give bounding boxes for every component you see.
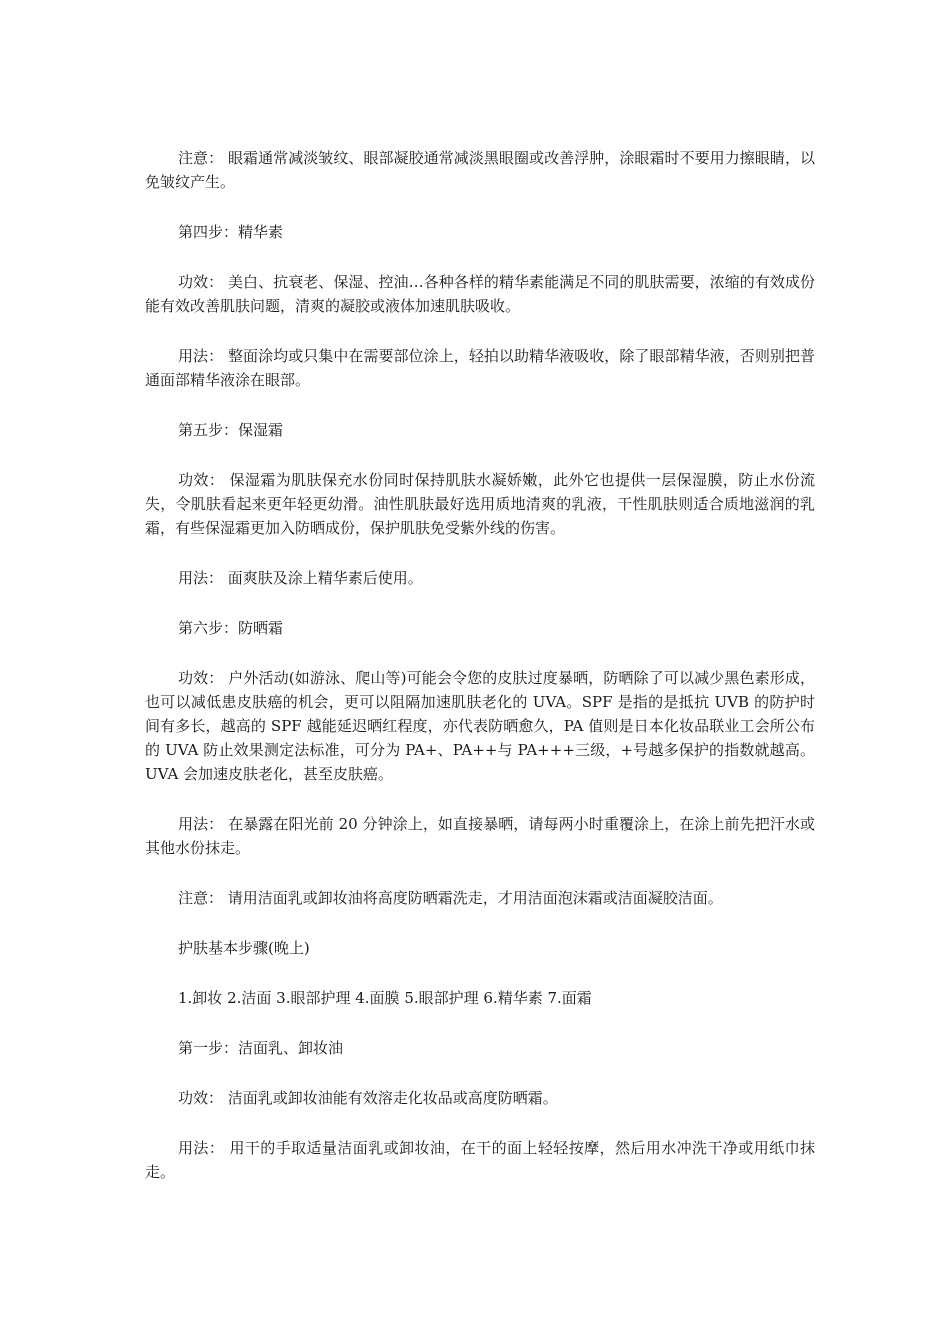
step-six-heading: 第六步：防晒霜 xyxy=(178,619,284,637)
step-one-heading: 第一步：洁面乳、卸妆油 xyxy=(178,1039,344,1057)
sunscreen-note: 注意： 请用洁面乳或卸妆油将高度防晒霜洗走，才用洁面泡沫霜或洁面凝胶洁面。 xyxy=(178,889,723,907)
evening-steps-list: 1.卸妆 2.洁面 3.眼部护理 4.面膜 5.眼部护理 6.精华素 7.面霜 xyxy=(178,989,592,1007)
step-five-heading: 第五步：保湿霜 xyxy=(178,421,284,439)
sunscreen-usage: 用法： 在暴露在阳光前 20 分钟涂上，如直接暴晒，请每两小时重覆涂上，在涂上前先把汗水或其他水份抹走。 xyxy=(145,815,815,857)
step-four-heading: 第四步：精华素 xyxy=(178,223,284,241)
essence-usage: 用法： 整面涂均或只集中在需要部位涂上，轻拍以助精华液吸收，除了眼部精华液，否则别把普通面部精华液涂在眼部。 xyxy=(145,347,815,389)
cleanser-effect: 功效： 洁面乳或卸妆油能有效溶走化妆品或高度防晒霜。 xyxy=(178,1089,558,1107)
essence-effect: 功效： 美白、抗衰老、保湿、控油…各种各样的精华素能满足不同的肌肤需要，浓缩的有效成份能有效改善肌肤问题，清爽的凝胶或液体加速肌肤吸收。 xyxy=(145,273,815,315)
sunscreen-effect: 功效： 户外活动(如游泳、爬山等)可能会令您的皮肤过度暴晒，防晒除了可以减少黑色素形成，也可以减低患皮肤癌的机会，更可以阻隔加速肌肤老化的 UVA。SPF 是指的是抵抗 UVB 的防护时间有多长，越高的 SPF 越能延迟晒红程度，亦代表防晒愈久，PA 值则是日本化妆品联业工会所公布的 UVA 防止效果测定法标准，可分为 PA+、PA++与 PA+++三级，+号越多保护的指数就越高。UVA 会加速皮肤老化，甚至皮肤癌。 xyxy=(145,669,815,783)
moisturizer-effect: 功效： 保湿霜为肌肤保充水份同时保持肌肤水凝娇嫩，此外它也提供一层保湿膜，防止水份流失，令肌肤看起来更年轻更幼滑。油性肌肤最好选用质地清爽的乳液，干性肌肤则适合质地滋润的乳霜，有些保湿霜更加入防晒成份，保护肌肤免受紫外线的伤害。 xyxy=(145,471,815,537)
document-body xyxy=(145,146,815,1210)
evening-steps-heading: 护肤基本步骤(晚上) xyxy=(178,939,310,957)
eye-cream-note: 注意： 眼霜通常减淡皱纹、眼部凝胶通常减淡黑眼圈或改善浮肿，涂眼霜时不要用力擦眼睛，以免皱纹产生。 xyxy=(145,149,815,191)
moisturizer-usage: 用法： 面爽肤及涂上精华素后使用。 xyxy=(178,569,423,587)
cleanser-usage: 用法： 用干的手取适量洁面乳或卸妆油，在干的面上轻轻按摩，然后用水冲洗干净或用纸巾抹走。 xyxy=(145,1139,815,1181)
